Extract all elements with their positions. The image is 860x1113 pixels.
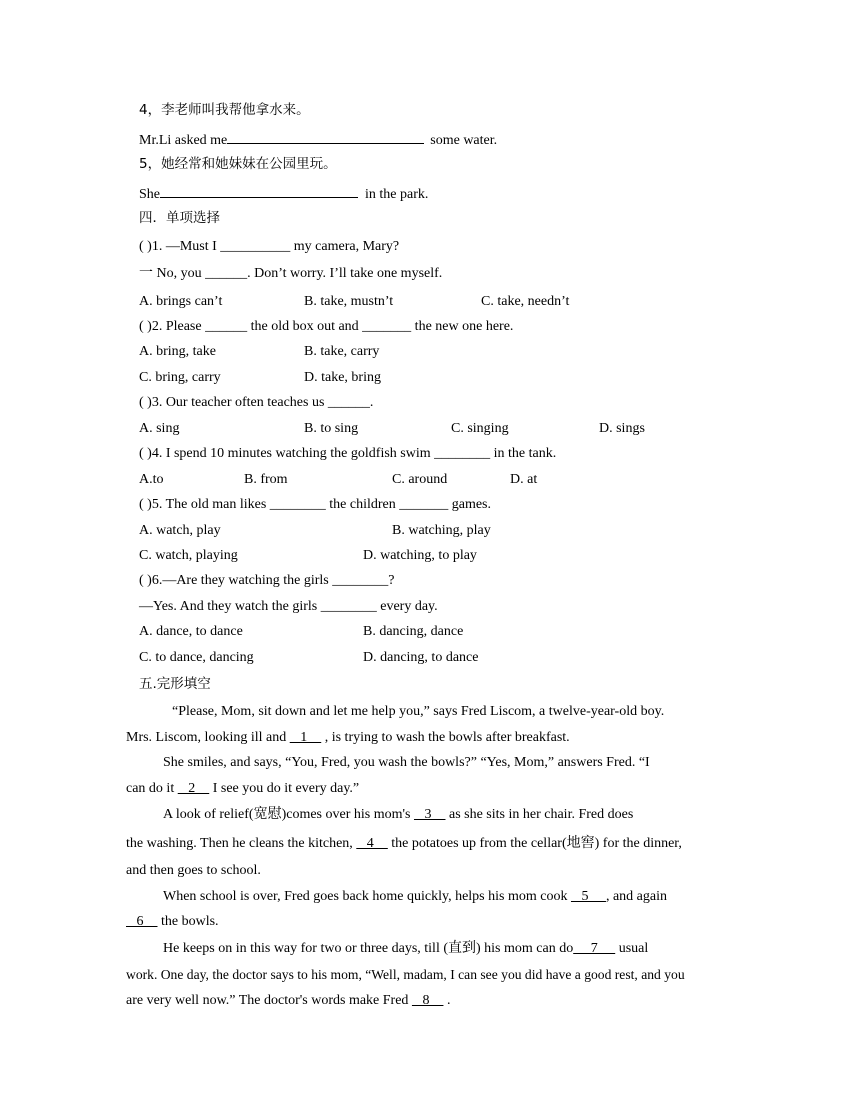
question-1-option-b[interactable]: B. take, mustn’t xyxy=(304,294,394,309)
cloze-blank-1[interactable]: 1 xyxy=(289,730,322,745)
cloze-blank-4[interactable]: 4 xyxy=(356,836,388,851)
question-6-option-a[interactable]: A. dance, to dance xyxy=(139,624,243,639)
question-4-option-c[interactable]: C. around xyxy=(392,472,448,487)
translation-q5-line xyxy=(139,184,428,204)
question-3-option-d[interactable]: D. sings xyxy=(599,421,645,436)
cloze-text: He keeps on in this way for two or three days, till (直到) his mom can do xyxy=(163,941,574,956)
cloze-blank-3[interactable]: 3 xyxy=(413,807,446,822)
cloze-paragraph-2-line-2 xyxy=(126,780,359,798)
question-1-stem-2: 一 No, you ______. Don’t worry. I’ll take one myself. xyxy=(139,266,443,281)
question-4-option-d[interactable]: D. at xyxy=(510,472,538,487)
cloze-text: can do it xyxy=(126,781,178,796)
cloze-paragraph-5-line-2: work. One day, the doctor says to his mom, “Well, madam, I can see you did have a good rest, and you xyxy=(126,967,685,982)
question-4-option-a[interactable]: A.to xyxy=(139,472,164,487)
question-5-option-b[interactable]: B. watching, play xyxy=(392,523,491,538)
question-2-option-c[interactable]: C. bring, carry xyxy=(139,370,221,385)
cloze-blank-6[interactable]: 6 xyxy=(126,914,158,929)
question-2-stem: ( )2. Please ______ the old box out and _______ the new one here. xyxy=(139,319,514,334)
question-4-stem: ( )4. I spend 10 minutes watching the goldfish swim ________ in the tank. xyxy=(139,446,557,461)
question-2-option-d[interactable]: D. take, bring xyxy=(304,370,381,385)
question-6-option-b[interactable]: B. dancing, dance xyxy=(363,624,464,639)
cloze-text: I see you do it every day.” xyxy=(209,781,360,796)
cloze-paragraph-1-line-2 xyxy=(126,729,570,747)
cloze-text: as she sits in her chair. Fred does xyxy=(445,807,634,822)
cloze-paragraph-1-line-1: “Please, Mom, sit down and let me help you,” says Fred Liscom, a twelve-year-old boy. xyxy=(172,704,665,719)
answer-blank[interactable] xyxy=(160,184,358,198)
question-5-option-d[interactable]: D. watching, to play xyxy=(363,548,477,563)
translation-q5-suffix: in the park. xyxy=(365,187,429,202)
cloze-text: When school is over, Fred goes back home quickly, helps his mom cook xyxy=(163,889,571,904)
cloze-paragraph-5-line-3 xyxy=(126,992,450,1010)
cloze-paragraph-2-line-1: She smiles, and says, “You, Fred, you wash the bowls?” “Yes, Mom,” answers Fred. “I xyxy=(163,755,650,770)
cloze-paragraph-3-line-1 xyxy=(163,806,633,824)
cloze-blank-2[interactable]: 2 xyxy=(177,781,210,796)
question-3-option-b[interactable]: B. to sing xyxy=(304,421,359,436)
translation-q5-chinese: 5，她经常和她妹妹在公园里玩。 xyxy=(139,156,337,172)
translation-q4-suffix: some water. xyxy=(430,133,498,148)
cloze-paragraph-5-line-1 xyxy=(163,940,648,958)
answer-blank[interactable] xyxy=(227,130,424,144)
question-2-option-a[interactable]: A. bring, take xyxy=(139,344,216,359)
question-3-stem: ( )3. Our teacher often teaches us ______. xyxy=(139,395,374,410)
section-title-multiple-choice: 四．单项选择 xyxy=(139,210,220,226)
cloze-text: are very well now.” The doctor's words make Fred xyxy=(126,993,412,1008)
question-5-option-a[interactable]: A. watch, play xyxy=(139,523,221,538)
cloze-text: the potatoes up from the cellar(地窖) for the dinner, xyxy=(387,836,682,851)
question-5-stem: ( )5. The old man likes ________ the children _______ games. xyxy=(139,497,492,512)
cloze-blank-8[interactable]: 8 xyxy=(411,993,444,1008)
cloze-text: , is trying to wash the bowls after breakfast. xyxy=(321,730,570,745)
translation-q4-line xyxy=(139,130,497,150)
cloze-text: the washing. Then he cleans the kitchen, xyxy=(126,836,357,851)
question-6-stem: ( )6.—Are they watching the girls ________? xyxy=(139,573,395,588)
question-6-option-d[interactable]: D. dancing, to dance xyxy=(363,650,479,665)
cloze-paragraph-3-line-3: and then goes to school. xyxy=(126,863,261,878)
cloze-text: usual xyxy=(615,941,649,956)
question-3-option-c[interactable]: C. singing xyxy=(451,421,509,436)
cloze-text: , and again xyxy=(605,889,667,904)
section-title-cloze: 五.完形填空 xyxy=(139,676,211,692)
question-4-option-b[interactable]: B. from xyxy=(244,472,288,487)
question-5-option-c[interactable]: C. watch, playing xyxy=(139,548,238,563)
cloze-paragraph-4-line-2 xyxy=(126,913,219,931)
question-6-stem-2: —Yes. And they watch the girls ________ every day. xyxy=(139,599,438,614)
cloze-paragraph-4-line-1 xyxy=(163,888,667,906)
cloze-paragraph-3-line-2 xyxy=(126,835,682,853)
question-1-option-a[interactable]: A. brings can’t xyxy=(139,294,223,309)
translation-q5-prefix: She xyxy=(139,187,160,202)
cloze-text: Mrs. Liscom, looking ill and xyxy=(126,730,290,745)
cloze-blank-7[interactable]: 7 xyxy=(573,941,616,956)
question-1-stem: ( )1. —Must I __________ my camera, Mary? xyxy=(139,239,400,254)
translation-q4-prefix: Mr.Li asked me xyxy=(139,133,228,148)
cloze-text: A look of relief(宽慰)comes over his mom's xyxy=(163,807,414,822)
cloze-text: . xyxy=(443,993,451,1008)
cloze-text: the bowls. xyxy=(157,914,219,929)
cloze-blank-5[interactable]: 5 xyxy=(570,889,606,904)
question-2-option-b[interactable]: B. take, carry xyxy=(304,344,380,359)
question-3-option-a[interactable]: A. sing xyxy=(139,421,180,436)
question-1-option-c[interactable]: C. take, needn’t xyxy=(481,294,570,309)
question-6-option-c[interactable]: C. to dance, dancing xyxy=(139,650,254,665)
translation-q4-chinese: 4，李老师叫我帮他拿水来。 xyxy=(139,102,310,118)
